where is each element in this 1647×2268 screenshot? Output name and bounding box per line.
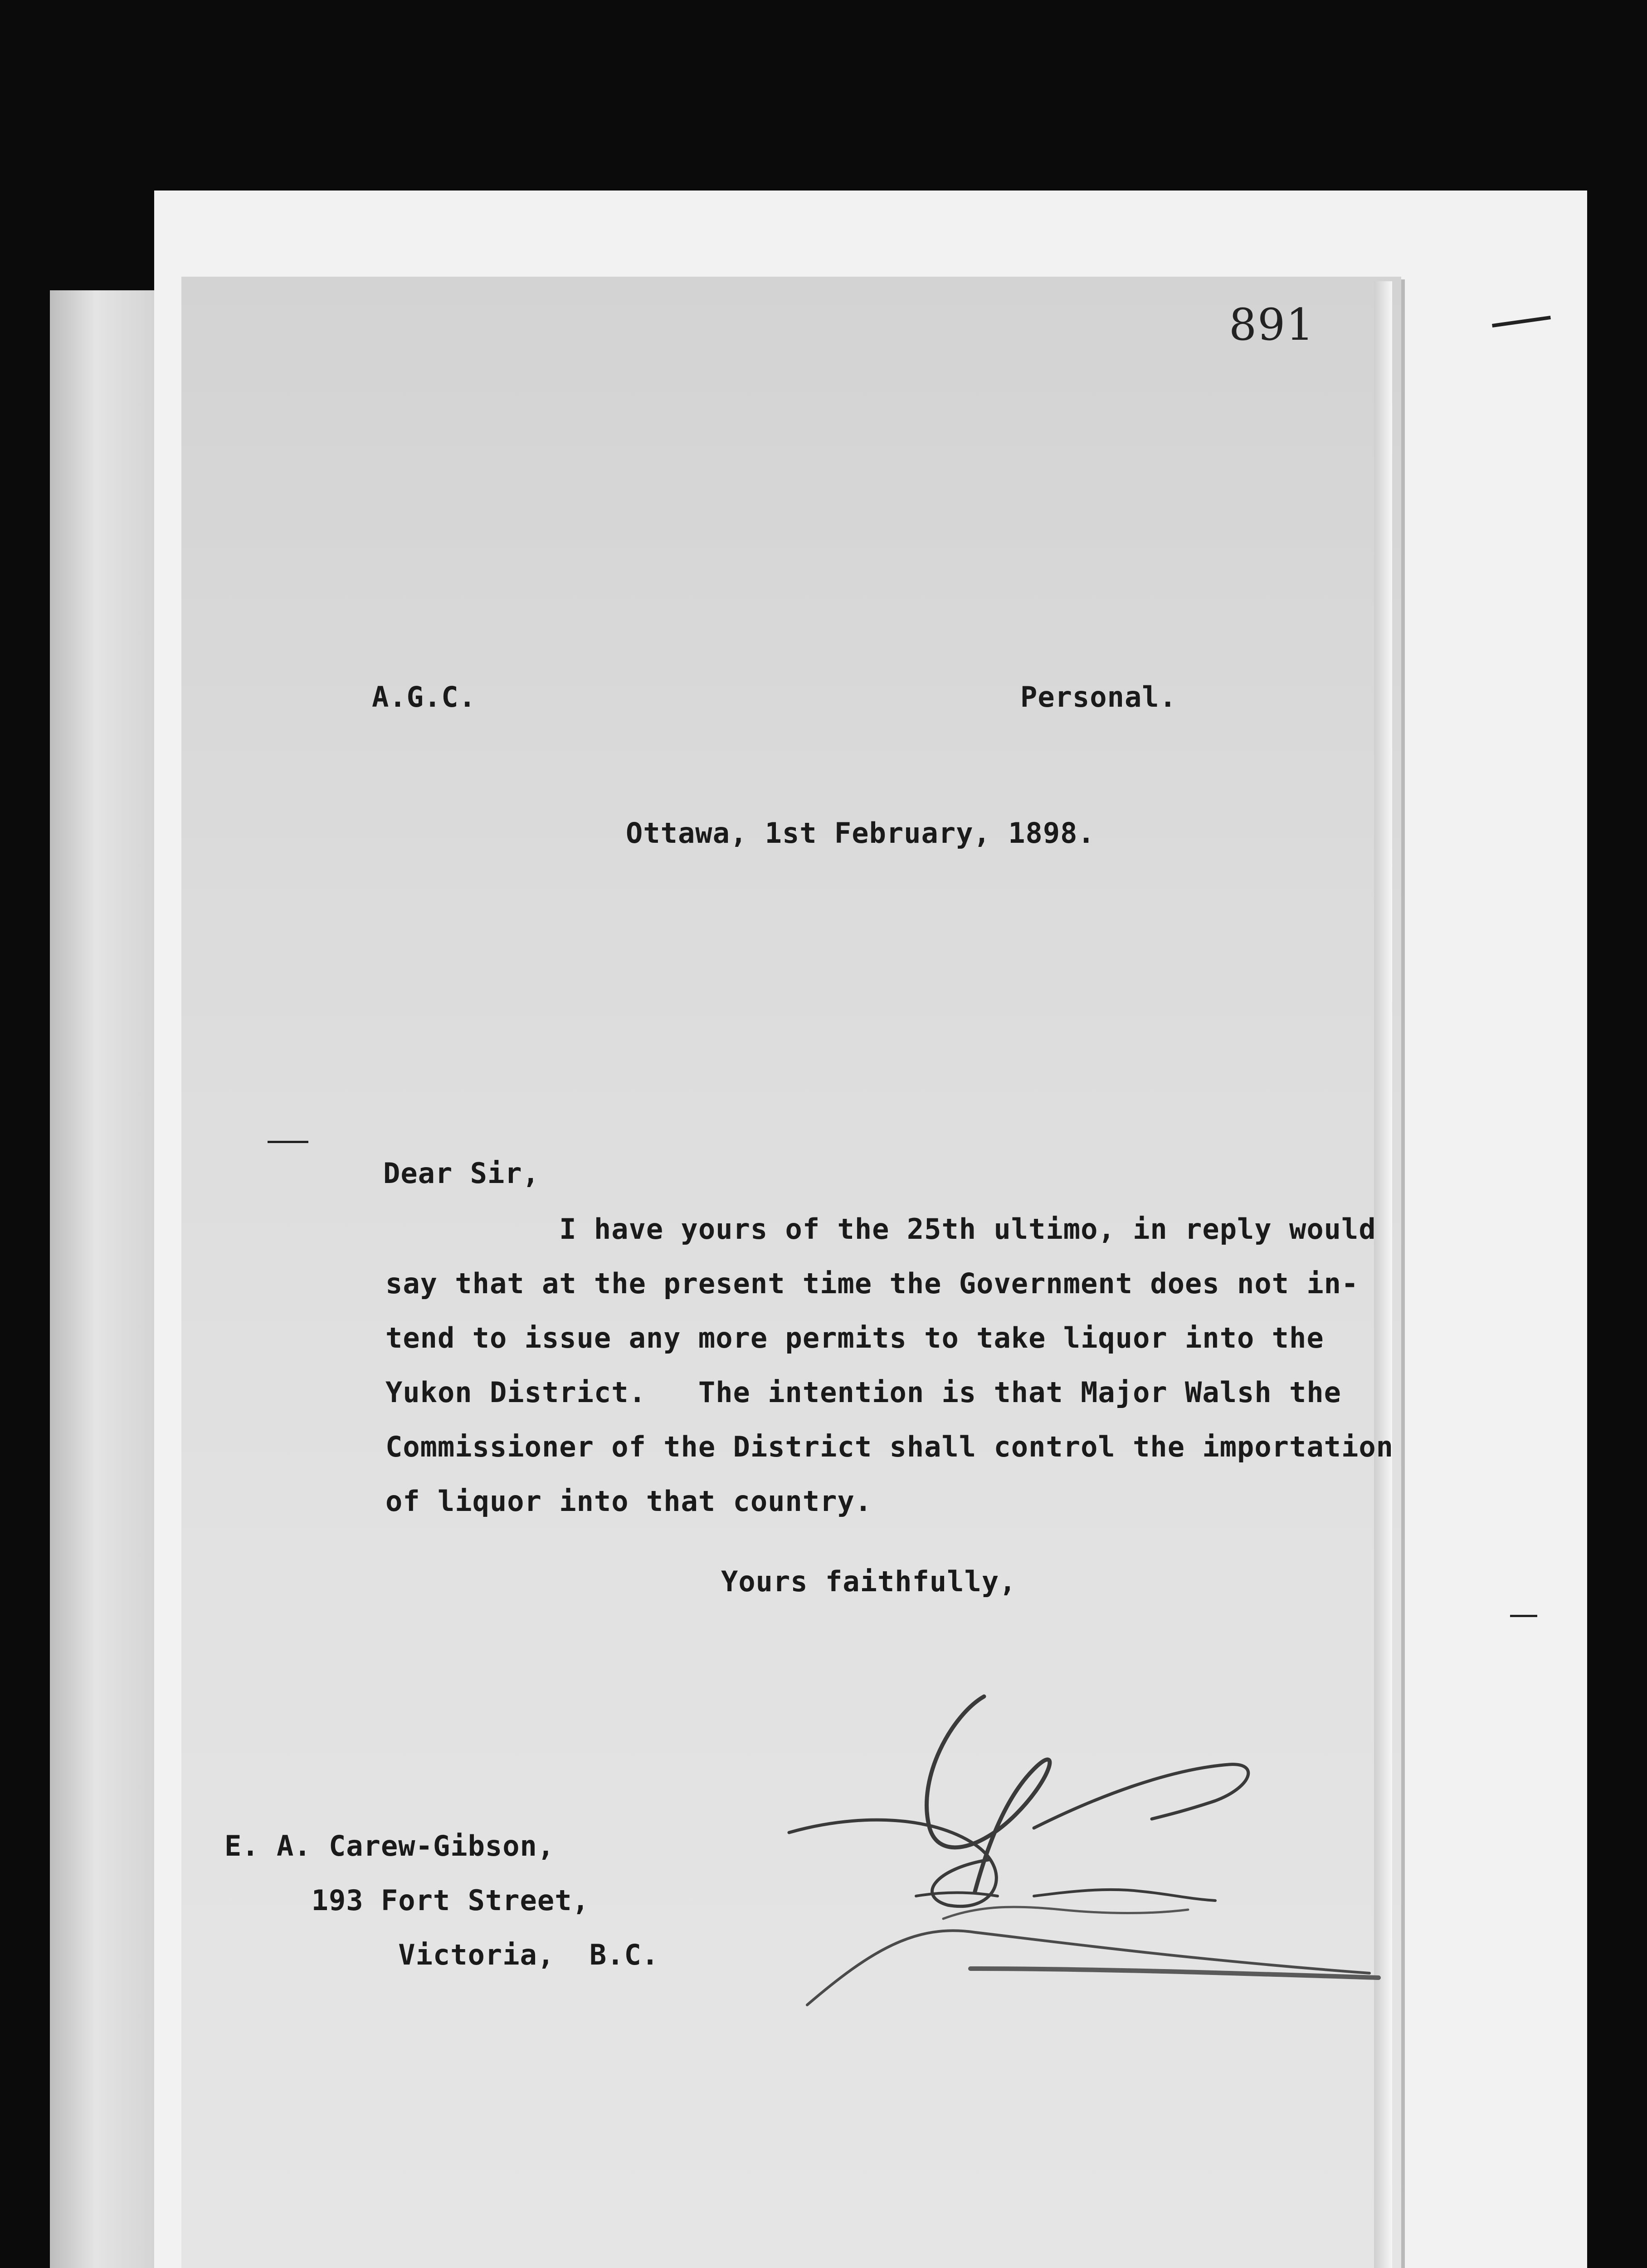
personal-marking: Personal. [1020,680,1177,714]
body-line: Commissioner of the District shall control the importation [385,1430,1394,1463]
addressee-street: 193 Fort Street, [224,1884,590,1917]
letter-body [385,1202,1394,1529]
body-line: tend to issue any more permits to take liquor into the [385,1321,1324,1354]
handwritten-signature [780,1678,1388,2023]
margin-mark [268,1141,308,1143]
salutation: Dear Sir, [383,1157,540,1190]
body-line: Yukon District. The intention is that Major Walsh the [385,1376,1341,1409]
dateline: Ottawa, 1st February, 1898. [626,816,1095,850]
addressee-city: Victoria, B.C. [224,1938,659,1971]
closing: Yours faithfully, [721,1565,1017,1598]
page-number: 891 [1229,299,1315,350]
addressee-name: E. A. Carew-Gibson, [224,1829,555,1862]
reference-initials: A.G.C. [372,680,476,714]
body-line: of liquor into that country. [385,1485,872,1518]
body-line: I have yours of the 25th ultimo, in reply would [385,1212,1376,1246]
body-line: say that at the present time the Government does not in- [385,1267,1359,1300]
addressee-block [224,1819,659,1982]
mount-left-edge [50,290,163,2268]
margin-mark [1510,1615,1537,1617]
